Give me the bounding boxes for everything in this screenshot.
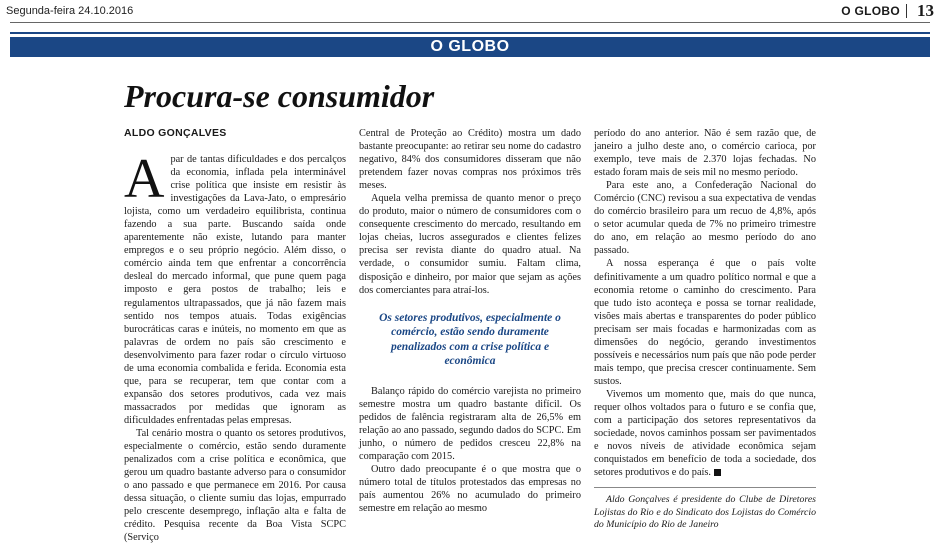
article-paragraph: Central de Proteção ao Crédito) mostra um dado bastante preocupante: ao retirar seu nome do cadastro negativo, 84% dos consumidores disseram que não pretendem fazer novas compras nos próximos três meses. [359,128,581,192]
article-paragraph: Aquela velha premissa de quanto menor o preço do produto, maior o número de consumidores com o consequente crescimento do mercado, resultando em lojas cheias, lucros assegurados e clientes felizes precisa ser revista diante do quadro atual. Na verdade, o consumidor sumiu. Faltam clima, disposição e dinheiro, por maior que sejam as ações dos comerciantes para atraí-los. [359,193,581,296]
article-paragraph: Tal cenário mostra o quanto os setores produtivos, especialmente o comércio, estão sendo duramente penalizados com a crise política e econômica, que gerou um quadro bastante adverso para o consumidor o ano passado e que permanece em 2016. Por causa dessa situação, o cliente sumiu das lojas, empurrado pelo crescente desemprego, inflação alta e falta de crédito. Pesquisa recente da Boa Vista SCPC (Serviço [124,427,346,544]
section-banner [10,37,930,57]
drop-cap: A [124,148,165,210]
issue-date: Segunda-feira 24.10.2016 [6,5,134,17]
article-paragraph: Balanço rápido do comércio varejista no primeiro semestre mostra um quadro bastante difícil. Os pedidos de falência registraram alta de 26,5% em relação ao ano passado, segundo dados do SCPC. Em junho, o número de pedidos cresceu 22,8% na comparação com 2015. [359,385,581,462]
end-mark-icon [714,469,721,476]
section-rule [10,32,930,34]
bio-divider [594,487,816,488]
newspaper-brand: O GLOBO [841,4,900,18]
article-paragraph: Apar de tantas dificuldades e dos percalços da economia, inflada pela interminável crise política que insiste em resistir às investigações da Lava-Jato, o empresário lojista, como um verdadeiro equilibrista, continua fazendo a sua parte. Buscando saída onde aparentemente não existe, lutando para manter empregos e o seu próprio negócio. Além disso, o comércio ainda tem que enfrentar a concorrência desleal do mercado informal, que pune quem paga imposto e gera postos de trabalho; leis e regulamentos ultrapassados, que já não fazem mais sentido nos tempos atuais. Todas exigências burocráticas caras e inúteis, no momento em que as palavras de ordem no país são crescimento e desenvolvimento para fazer rodar o círculo virtuoso de uma economia combalida e ferida. Economia esta que, para se recuperar, tem que contar com a expansão dos setores produtivos, cada vez mais massacrados por medidas que ignoram as dificuldades enfrentadas pelas empresas. [124,148,346,426]
article-paragraph: Outro dado preocupante é o que mostra que o número total de títulos protestados das empresas no país aumentou 26% no acumulado do primeiro semestre em relação ao mesmo [359,463,581,515]
article-paragraph: Para este ano, a Confederação Nacional do Comércio (CNC) revisou a sua expectativa de vendas do comércio brasileiro para um recuo de 4,8%, após o setor acumular queda de 7% no primeiro trimestre do ano, em relação ao mesmo período do ano passado. [594,180,816,257]
article-paragraph: período do ano anterior. Não é sem razão que, de janeiro a julho deste ano, o comércio carioca, por exemplo, teve mais de 2.370 lojas fechadas. No estado foram mais de seis mil no mesmo período. [594,128,816,179]
article-column-3 [594,127,816,532]
section-banner-logo: O GLOBO [430,38,510,55]
article-paragraph: A nossa esperança é que o país volte definitivamente a um quadro político normal e que a economia retome o caminho do crescimento. Para que tudo isto aconteça e possa se tornar realidade, visões mais abertas e transparentes do poder público precisam ser mais focadas e harmonizadas com as dimensões do negócio, gerando investimentos possíveis e necessários num país que não pode perder mais tempo, que precisa crescer continuamente. Sem sustos. [594,258,816,387]
author-bio: Aldo Gonçalves é presidente do Clube de Diretores Lojistas do Rio e do Sindicato dos Lojistas do Comércio do Município do Rio de Janeiro [594,494,816,531]
pull-quote: Os setores produtivos, especialmente o comércio, estão sendo duramente penalizados com a crise política e econômica [379,311,561,368]
article-column-2 [359,127,581,515]
article-paragraph: Vivemos um momento que, mais do que nunca, requer olhos voltados para o futuro e se confia que, com a participação dos setores representativos da sociedade, novos caminhos possam ser pavimentados e novos níveis de atividade econômica sejam conquistados em benefício de toda a sociedade, dos setores produtivos e do país. [594,388,816,479]
article-byline: ALDO GONÇALVES [124,127,227,139]
page-number: 13 [917,1,934,20]
article-column-1 [124,127,346,544]
article-headline: Procura-se consumidor [124,78,435,114]
header-separator [906,4,907,18]
page-header [0,0,940,30]
header-rule [10,22,930,23]
